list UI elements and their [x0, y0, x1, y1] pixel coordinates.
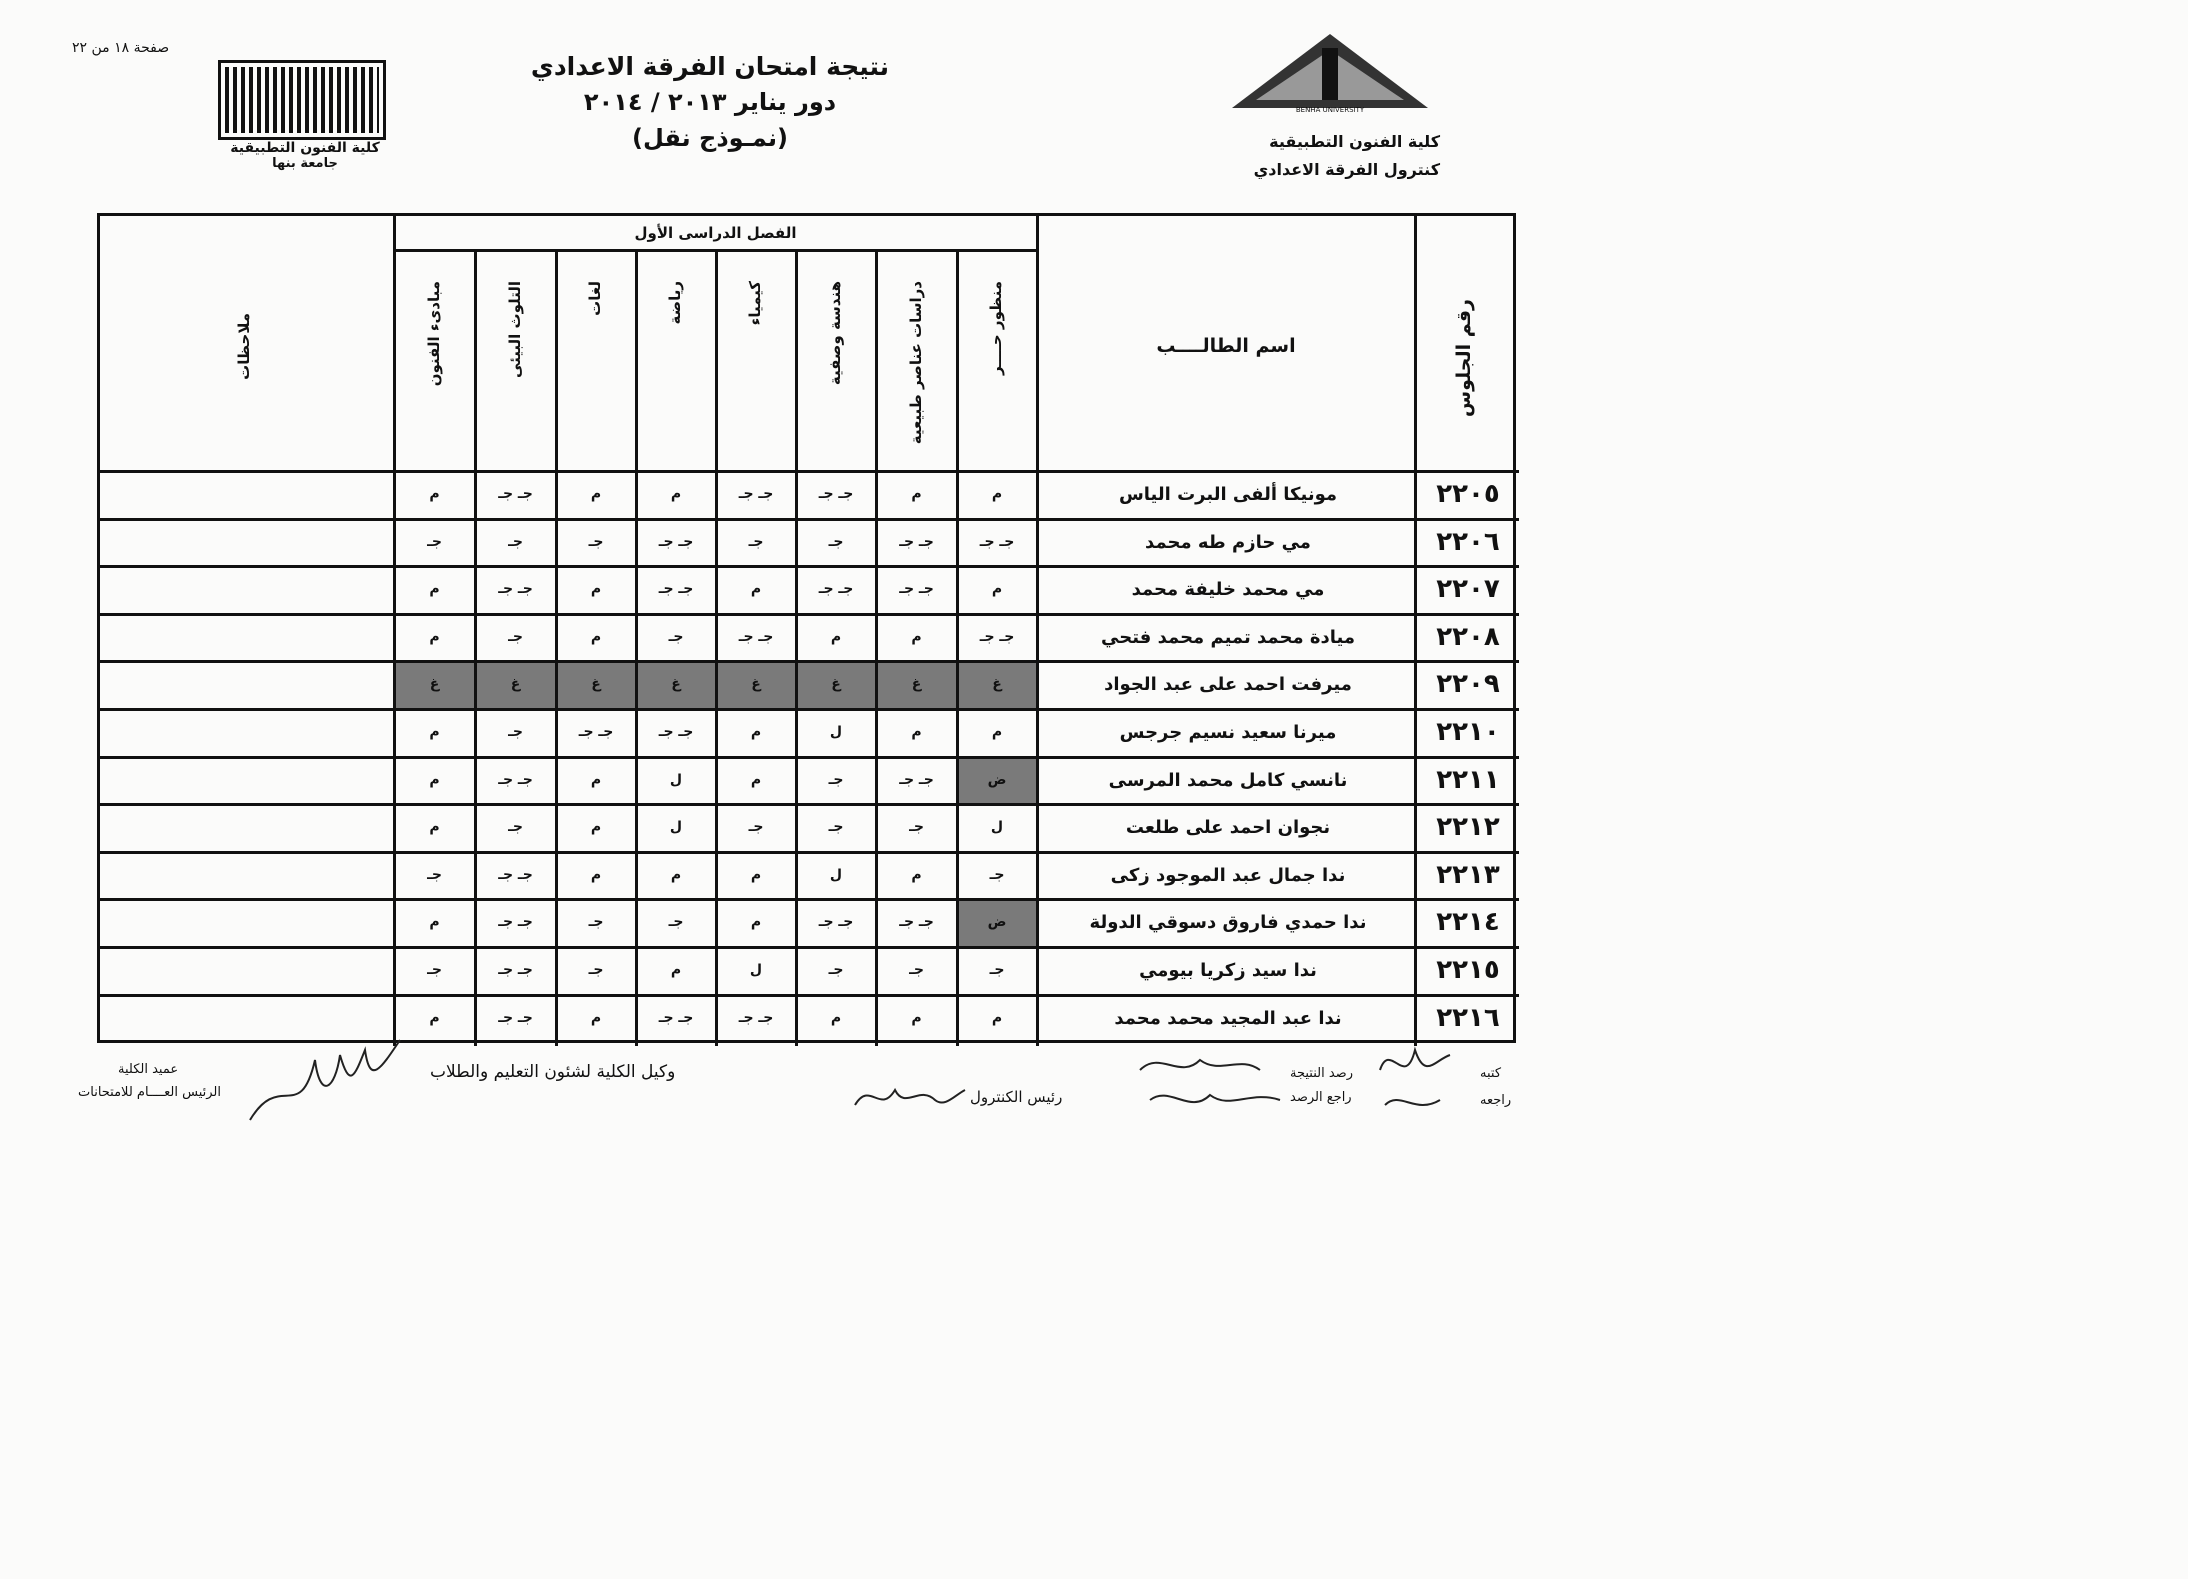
student-name: ميرنا سعيد نسيم جرجس [1119, 722, 1337, 743]
grade-cell: م [429, 486, 440, 502]
student-name-header: اسم الطالــــب [1156, 335, 1296, 357]
seat-number: ٢٢٠٧ [1436, 574, 1500, 605]
grade-cell: ض [987, 914, 1007, 931]
grade-cell: جـ جـ [738, 628, 774, 645]
grade-cell: غ [510, 676, 521, 693]
seat-number: ٢٢٠٩ [1436, 669, 1500, 700]
grade-cell: م [750, 866, 762, 883]
seat-number: ٢٢١١ [1436, 764, 1500, 795]
subject-header-3: هندسة وصفية [826, 281, 844, 386]
grade-cell: ل [669, 819, 683, 836]
grade-cell: جـ جـ [738, 1009, 774, 1026]
grade-cell: ل [829, 866, 843, 883]
grade-cell: جـ [828, 771, 844, 788]
row-divider [100, 994, 1519, 997]
grade-cell: جـ [508, 533, 523, 550]
row-divider [100, 946, 1519, 949]
row-divider [100, 898, 1519, 901]
footer-result-entry: رصد النتيجة [1290, 1066, 1353, 1081]
semester-divider [394, 249, 1037, 252]
grade-cell: جـ جـ [658, 724, 694, 740]
subject-header-4: كيمياء [746, 281, 764, 326]
grade-cell: جـ جـ [498, 962, 533, 978]
grade-cell: م [830, 628, 842, 645]
grade-cell: غ [751, 676, 761, 693]
student-name: ندا عبد المجيد محمد محمد [1114, 1007, 1342, 1029]
form-type: (نمـوذج نقل) [632, 124, 788, 152]
page-number: صفحة ١٨ من ٢٢ [72, 40, 170, 56]
subject-header-8: مبادىء الفنون [424, 281, 443, 387]
grade-cell: جـ [588, 914, 604, 931]
footer-entry-reviewer: راجع الرصد [1290, 1090, 1352, 1105]
grade-cell: غ [992, 676, 1002, 693]
grade-cell: جـ [508, 628, 523, 645]
student-name: مي محمد خليفة محمد [1131, 579, 1325, 601]
notes-column-header: ملاحظات [235, 313, 253, 380]
grade-cell: م [590, 771, 602, 788]
grade-cell: م [429, 914, 440, 931]
seat-number: ٢٢١٤ [1436, 907, 1500, 938]
semester-header: الفصل الدراسى الأول [634, 224, 797, 242]
footer-dean: عميد الكلية [118, 1062, 179, 1077]
footer-exam-chief: الرئيس العــــام للامتحانات [78, 1085, 221, 1100]
subject-header-6: لغات [586, 281, 604, 316]
grade-cell: جـ [427, 866, 442, 883]
seat-number: ٢٢٠٥ [1436, 479, 1500, 509]
grade-cell: جـ [427, 533, 442, 550]
seat-number: ٢٢١٦ [1436, 1002, 1500, 1033]
grade-cell: جـ [748, 819, 764, 836]
row-divider [100, 613, 1519, 616]
grade-cell: م [911, 486, 922, 502]
footer-writer: كتبه [1480, 1066, 1502, 1081]
grade-cell: جـ جـ [979, 628, 1015, 645]
grade-cell: جـ جـ [738, 486, 774, 502]
grade-cell: م [429, 771, 440, 788]
grade-cell: م [670, 486, 682, 502]
row-divider [100, 803, 1519, 806]
grade-cell: جـ جـ [658, 581, 694, 598]
grade-cell: غ [671, 676, 681, 693]
grade-cell: جـ جـ [498, 486, 533, 502]
grade-cell: م [750, 914, 762, 931]
grade-cell: م [991, 1009, 1003, 1026]
university-logo [1228, 30, 1432, 114]
subject-header-1: منظور حــــر [987, 281, 1005, 375]
grade-cell: م [750, 771, 762, 788]
grade-cell: م [590, 819, 602, 836]
writer-signature [1370, 1030, 1460, 1120]
grade-cell: غ [429, 676, 440, 693]
grade-cell: غ [911, 676, 922, 693]
grade-cell: م [590, 628, 602, 645]
student-name: ندا حمدي فاروق دسوقي الدولة [1089, 912, 1367, 934]
student-name: ندا سيد زكريا بيومي [1139, 960, 1317, 981]
footer-vice-dean: وكيل الكلية لشئون التعليم والطلاب [430, 1062, 676, 1082]
control-name: كنترول الفرقة الاعدادي [1253, 160, 1440, 179]
grade-cell: غ [591, 676, 601, 693]
grade-cell: م [991, 486, 1003, 502]
grade-cell: جـ جـ [498, 771, 533, 788]
exam-session: دور يناير ٢٠١٣ / ٢٠١٤ [583, 88, 837, 116]
seat-number: ٢٢١٢ [1436, 812, 1500, 843]
grade-cell: م [429, 581, 440, 598]
student-name: ميادة محمد تميم محمد فتحي [1101, 626, 1355, 648]
row-divider [100, 565, 1519, 568]
grade-cell: جـ جـ [498, 914, 533, 931]
grade-cell: م [911, 628, 922, 645]
dean-signature [240, 1030, 410, 1130]
grade-cell: جـ [909, 962, 924, 978]
student-name: مونيكا ألفى البرت الياس [1118, 484, 1338, 505]
grade-cell: جـ [508, 819, 523, 836]
page-title: نتيجة امتحان الفرقة الاعدادي [530, 52, 890, 81]
grade-cell: جـ جـ [818, 581, 854, 598]
grade-cell: م [429, 819, 440, 836]
footer-control-head: رئيس الكنترول [970, 1088, 1063, 1106]
student-name: مي حازم طه محمد [1145, 531, 1311, 553]
entry-signatures [1130, 1040, 1300, 1120]
grade-cell: ض [987, 771, 1007, 788]
grade-cell: جـ [588, 533, 604, 550]
faculty-logo-caption: كلية الفنون التطبيقية [230, 140, 380, 156]
grade-cell: جـ جـ [658, 1009, 694, 1026]
grade-cell: جـ جـ [658, 533, 694, 550]
control-head-signature [850, 1070, 970, 1120]
grade-cell: م [429, 1009, 440, 1026]
grade-cell: جـ جـ [818, 486, 854, 502]
grade-cell: جـ جـ [899, 533, 934, 550]
seat-number: ٢٢١٣ [1436, 859, 1500, 890]
grade-cell: جـ [668, 914, 684, 931]
grade-cell: جـ جـ [899, 771, 934, 788]
grade-cell: م [911, 724, 922, 740]
grade-cell: جـ جـ [578, 724, 614, 740]
tower-shape [1322, 48, 1338, 100]
grade-cell: ل [669, 771, 683, 788]
grade-cell: جـ جـ [979, 533, 1015, 550]
seat-number: ٢٢٠٦ [1436, 526, 1500, 557]
grade-cell: م [429, 724, 440, 740]
grade-cell: جـ جـ [899, 581, 934, 598]
student-name: ميرفت احمد على عبد الجواد [1104, 674, 1352, 696]
faculty-logo [218, 60, 386, 140]
seat-number: ٢٢١٠ [1436, 717, 1500, 747]
row-divider [100, 756, 1519, 759]
grade-cell: جـ [427, 962, 442, 978]
grade-cell: م [590, 866, 602, 883]
seat-number-header: رقم الجلوس [1453, 299, 1475, 418]
student-name: ندا جمال عبد الموجود زكى [1110, 864, 1346, 886]
grade-cell: ل [829, 724, 843, 740]
grade-cell: م [750, 581, 762, 598]
grade-cell: جـ [828, 533, 844, 550]
grade-cell: م [670, 962, 682, 978]
grade-cell: م [991, 724, 1003, 740]
grade-cell: م [830, 1009, 842, 1026]
faculty-name: كلية الفنون التطبيقية [1269, 132, 1440, 151]
grade-cell: م [590, 581, 602, 598]
subject-header-5: رياضة [666, 281, 684, 325]
row-divider [100, 708, 1519, 711]
student-name: نانسي كامل محمد المرسى [1108, 769, 1348, 791]
grade-cell: جـ جـ [498, 1009, 533, 1026]
grade-cell: م [670, 866, 682, 883]
grade-cell: جـ [909, 819, 924, 836]
grade-cell: م [991, 581, 1003, 598]
row-divider [100, 660, 1519, 663]
grade-cell: م [750, 724, 762, 740]
grade-cell: جـ [508, 724, 523, 740]
grade-cell: غ [831, 676, 841, 693]
grade-cell: جـ [989, 866, 1005, 883]
grade-cell: ل [749, 962, 763, 978]
grade-cell: جـ جـ [899, 914, 934, 931]
grade-cell: م [911, 1009, 922, 1026]
results-table [97, 213, 1516, 1043]
university-logo-caption: جامعة بنها [272, 156, 338, 171]
grade-cell: جـ [828, 819, 844, 836]
row-divider [100, 518, 1519, 521]
grade-cell: م [429, 628, 440, 645]
grade-cell: جـ جـ [498, 866, 533, 883]
grade-cell: جـ جـ [498, 581, 533, 598]
grade-cell: ل [990, 819, 1004, 836]
grade-cell: جـ [989, 962, 1005, 978]
grade-cell: م [911, 866, 922, 883]
row-divider [100, 851, 1519, 854]
seat-number: ٢٢١٥ [1436, 955, 1500, 985]
grade-cell: م [590, 486, 602, 502]
university-logo-text: BENHA UNIVERSITY [1295, 106, 1365, 114]
grade-cell: جـ جـ [818, 914, 854, 931]
subject-header-7: التلوث البيئى [505, 281, 524, 379]
grade-cell: م [590, 1009, 602, 1026]
subject-header-2: دراسات عناصر طبيعية [906, 281, 925, 445]
student-name: نجوان احمد على طلعت [1125, 817, 1331, 839]
grade-cell: جـ [828, 962, 844, 978]
grade-cell: جـ [748, 533, 764, 550]
grade-cell: جـ [668, 628, 684, 645]
grade-cell: جـ [588, 962, 604, 978]
footer-reviewer: راجعه [1480, 1093, 1512, 1108]
row-divider [100, 470, 1519, 473]
seat-number: ٢٢٠٨ [1436, 621, 1500, 652]
